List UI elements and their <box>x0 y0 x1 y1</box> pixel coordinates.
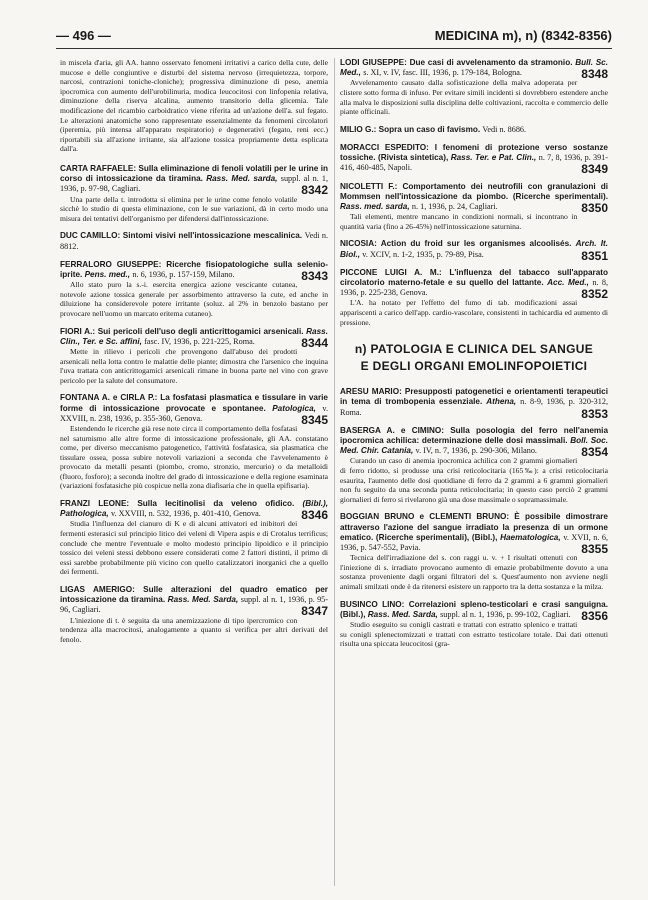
entry-heading <box>340 425 608 460</box>
entry-title: NICOLETTI F.: Comportamento dei neutrofili con granulazioni di Mommsen nell'intossicazione da piombo. (Ricerche sperimentali). <box>340 181 608 201</box>
entry-number: 8352 <box>581 287 608 302</box>
entry-reference: v. XXVIII, n. 238, 1936, p. 355-360, Genova. <box>60 403 328 423</box>
entry-reference: fasc. IV, 1936, p. 221-225, Roma. <box>144 336 255 346</box>
entry-abstract: Allo stato puro la s.-i. esercita energica azione vescicante cutanea, notevole azione tossica generale per assorbimento attraverso la cute, ed anche in diluizione ha considerevole potere irritante (soluz. al 2% in benzolo bastano per provocare nell'uomo un marcato eritema cutaneo). <box>60 280 328 318</box>
page-number: — 496 — <box>56 28 111 43</box>
entry-reference: s. XI, v. IV, fasc. III, 1936, p. 179-184, Bologna. <box>363 68 522 78</box>
entry-abstract: L'iniezione di t. è seguita da una anemizzazione di tipo ipercromico con tendenza alla macrocitosi, analogamente a quanto si verifica per altri derivati del fenolo. <box>60 615 328 644</box>
entry-abstract: Curando un caso di anemia ipocromica achilica con 2 grammi giornalieri di ferro ridotto, si produsse una crisi reticolocitaria (165‰): a crisi reticolocitaria esaurita, l'aumento delle dosi quotidiane di ferro da 2 grammi a 6 grammi giornalieri non fu seguito da una seconda punta reticolocitaria; in questo caso perciò 2 grammi giornalieri di ferro si rivelarono già una dose massimale o sopramassimale. <box>340 456 608 504</box>
entry-source: Acc. Med., <box>547 278 589 287</box>
entry-number: 8343 <box>301 268 328 283</box>
page-header <box>56 26 612 49</box>
entry-title: CARTA RAFFAELE: Sulla eliminazione di fenoli volatili per le urine in corso di intossicazione da tiramina. <box>60 163 328 184</box>
entry-number: 8348 <box>581 67 608 82</box>
continuation-text: in miscela d'aria, gli AA. hanno osservato fenomeni irritativi a carico della cute, delle mucose e delle congiuntive e disturbi del sistema nervoso (irrequietezza, torpore, narcosi, contrazioni toniche-cloniche); progressiva diminuzione di peso, anemia ipocromica con aumento dell'urobilinuria, modica leucocitosi con linfopenia relativa, diminuzione della riserva alcalina, aumento transitorio della glicemia. Tale modificazione del ricambio carboidratico viene riferita ad un'azione dell'a. sul fegato. Le alterazioni anatomiche sono rappresentate essenzialmente da fenomeni circolatori (iperemia, più intensa all'apparato respiratorio) e degenerativi (fegato, reni ecc.) riportabili sia all'azione irritante, sia all'azione tossica propriamente detta esplicata dall'a. <box>60 58 328 154</box>
bibliography-entry <box>60 327 328 386</box>
entry-title: FERRALORO GIUSEPPE: Ricerche fisiopatologiche sulla selenio-iprite. <box>60 259 328 279</box>
entry-reference: v. IV, n. 7, 1936, p. 290-306, Milano. <box>415 446 537 456</box>
entry-title: NICOSIA: Action du froid sur les organismes alcoolisés. <box>340 239 572 249</box>
entry-reference: n. 8-9, 1936, p. 320-312, Roma. <box>340 397 608 417</box>
entry-source: Rass. Ter. e Pat. Clin., <box>450 153 537 163</box>
entry-reference: n. 6, 1936, p. 157-159, Milano. <box>132 269 235 279</box>
entry-title: FIORI A.: Sui pericoli dell'uso degli anticrittogamici arsenicali. <box>60 326 304 336</box>
bibliography-entry <box>60 164 328 223</box>
right-entries-bottom <box>340 387 608 649</box>
bibliography-entry <box>340 600 608 649</box>
entry-heading <box>60 585 328 619</box>
entry-heading <box>340 182 608 213</box>
entry-source: Patologica, <box>272 403 316 413</box>
entry-number: 8344 <box>301 335 328 350</box>
entry-heading <box>60 259 328 283</box>
entry-title: PICCONE LUIGI A. M.: L'influenza del tabacco sull'apparato circolatorio materno-fetale e su quello del lattante. <box>340 267 608 287</box>
entry-source: Rass. Med. Sarda, <box>367 609 438 619</box>
entry-reference: n. 8, 1936, p. 225-238, Genova. <box>340 278 608 298</box>
entry-title: FONTANA A. e CIRLA P.: La fosfatasi plasmatica e tissulare in varie forme di intossicazione provocate e spontanee. <box>60 393 328 413</box>
entry-title: BUSINCO LINO: Correlazioni spleno-testicolari e crasi sanguigna. (Bibl.), <box>340 599 608 619</box>
left-column <box>60 58 328 898</box>
entry-reference: n. 1, 1936, p. 24, Cagliari. <box>411 202 498 211</box>
right-column <box>340 58 608 898</box>
entry-reference: suppl. al n. 1, 1936, p. 99-102, Cagliari. <box>440 609 571 619</box>
right-entries-top <box>340 58 608 327</box>
left-entries <box>60 164 328 644</box>
entry-heading <box>340 125 608 135</box>
entry-abstract: Una parte della t. introdotta si elimina per le urine come fenolo volatile sicchè lo studio di questa eliminazione, con le sue variazioni, dà in certo modo una misura dei tentativi dell'organismo per difendersi dall'intossicazione. <box>60 194 328 223</box>
entry-heading <box>60 393 328 427</box>
entry-heading <box>340 58 608 82</box>
column-divider <box>334 58 335 886</box>
bibliography-entry <box>340 387 608 421</box>
entry-source: (Bibl.), Pathologica, <box>60 499 328 519</box>
entry-heading <box>60 326 328 350</box>
entry-heading <box>340 267 608 302</box>
entry-title: ARESU MARIO: Presupposti patogenetici e orientamenti terapeutici in tema di trombopenia essenziale. <box>340 387 608 407</box>
entry-reference: suppl. al n. 1, 1936, p. 95-96, Cagliari. <box>60 595 328 615</box>
entry-number: 8354 <box>581 445 608 460</box>
entry-reference: Vedi n. 8812. <box>60 231 328 251</box>
entry-source: Boll. Soc. Med. Chir. Catania, <box>340 436 608 456</box>
entry-title: MILIO G.: Sopra un caso di favismo. <box>340 124 481 134</box>
bibliography-entry <box>340 182 608 232</box>
section-title-line1: n) PATOLOGIA E CLINICA DEL SANGUE <box>354 342 594 357</box>
entry-title: FRANZI LEONE: Sulla lecitinolisi da veleno ofidico. <box>60 499 295 509</box>
entry-heading <box>340 599 608 623</box>
entry-source: Rass. med. sarda, <box>340 202 410 211</box>
bibliography-entry <box>340 268 608 327</box>
entry-heading <box>340 512 608 556</box>
entry-abstract: Estendendo le ricerche già rese note circa il comportamento della fosfatasi nel saturnismo alle altre forme di intossicazione professionale, gli AA. constatano come, per diverso meccanismo patogenetico, l'attività fosfatasica, sia plasmatica che tissulare ossea, possa subire notevoli variazioni a seconda che l'avvelenamento è provocato da metalli pesanti (piombo, cromo, stronzio, mercurio) o da metalloidi (fluoro, fosforo); a seconda inoltre del grado di intossicazione e della regione esaminata (variazioni fosfatasiche più cospicue nella zona diafisaria che in quella epifisaria). <box>60 423 328 491</box>
entry-heading <box>60 231 328 251</box>
entry-number: 8346 <box>301 508 328 523</box>
entry-abstract: Avvelenamento causato dalla sofisticazione della malva adoperata per clistere sotto forma di infuso. Per evitare simili incidenti si dovrebbero estendere anche alla malva le disposizioni sulla disciplina delle coltivazioni, raccolta e commercio delle piante officinali. <box>340 78 608 117</box>
section-title-line2: E DEGLI ORGANI EMOLINFOPOIETICI <box>360 359 588 374</box>
entry-heading <box>60 163 328 198</box>
bibliography-entry <box>60 393 328 491</box>
entry-source: Haematologica, <box>500 532 561 542</box>
entry-abstract: Mette in rilievo i pericoli che provengono dall'abuso dei prodotti arsenicali nella lotta contro le malattie delle piante; dimostra che l'arsenico che inquina l'uva trattata con anticrittogamici arsenicali rimane in buona parte nel vino con grave pericolo per la salute del consumatore. <box>60 346 328 385</box>
entry-reference: Vedi n. 8686. <box>482 124 527 134</box>
entry-title: LODI GIUSEPPE: Due casi di avvelenamento da stramonio. <box>340 58 573 67</box>
entry-abstract: Studia l'influenza del cianuro di K e di alcuni attivatori ed inibitori dei fermenti esterasici sul principio litico dei veleni di Vipera aspis e di Crotalus terrificus; conclude che mentre l'eventuale e molto modesto principio lipoidico e il principio tossico dei veleni stessi debbono essere considerati come 2 fattori distinti, il primo di essi sarebbe probabilmente più vicino con quello catalizzatori inorganici che a quello dei fermenti. <box>60 519 328 577</box>
entry-title: MORACCI ESPEDITO: I fenomeni di protezione verso sostanze tossiche. (Rivista sintetica), <box>340 142 608 163</box>
bibliography-entry <box>340 58 608 117</box>
running-title: MEDICINA m), n) (8342-8356) <box>434 28 612 43</box>
bibliography-entry <box>60 231 328 251</box>
entry-reference: v. XVII, n. 6, 1936, p. 547-552, Pavia. <box>340 532 608 552</box>
entry-source: Bull. Sc. Med., <box>340 58 608 78</box>
entry-heading <box>340 387 608 421</box>
section-heading <box>340 341 608 375</box>
entry-heading <box>340 239 608 263</box>
bibliography-entry <box>340 125 608 135</box>
entry-number: 8351 <box>581 248 608 263</box>
entry-number: 8350 <box>581 201 608 215</box>
entry-number: 8356 <box>581 608 608 623</box>
entry-number: 8345 <box>301 412 328 427</box>
bibliography-entry <box>60 260 328 319</box>
bibliography-entry <box>340 142 608 177</box>
bibliography-entry <box>60 499 328 577</box>
entry-reference: v. XXVIII, n. 532, 1936, p. 401-410, Genova. <box>110 509 261 519</box>
entry-heading <box>340 142 608 177</box>
entry-source: Athena, <box>486 397 517 407</box>
entry-number: 8349 <box>581 162 608 177</box>
entry-source: Pens. med., <box>84 269 131 279</box>
entry-reference: n. 7, 8, 1936, p. 391-416, 460-485, Napoli. <box>340 153 608 173</box>
entry-title: LIGAS AMERIGO: Sulle alterazioni del quadro ematico per intossicazione da tiramina. <box>60 585 328 605</box>
entry-number: 8353 <box>581 406 608 421</box>
entry-abstract: Tali elementi, mentre mancano in condizioni normali, si incontrano in quantità varia (fino a 26-45%) nell'intossicazione saturnina. <box>340 212 578 231</box>
entry-number: 8355 <box>581 541 608 556</box>
entry-abstract: Studio eseguito su conigli castrati e trattati con estratto splenico e trattati su conigli splenectomizzati e trattati con estratto testicolare totale. Dai dati ottenuti risulta una spiccata leucocitosi (gra- <box>340 619 608 649</box>
entry-abstract: Tecnica dell'irradiazione del s. con raggi u. v. + I risultati ottenuti con l'iniezione di s. irradiato provocano aumento di emazie probabilmente dovuto a una sostanza proveniente dagli organi filtratori del s. Quest'aumento non avviene negli animali smilzati onde è da ritenersi esistere un rapporto tra la detta sostanza e la milza. <box>340 553 608 591</box>
entry-title: BASERGA A. e CIMINO: Sulla posologia del ferro nell'anemia ipocromica achilica: determinazione delle dosi massimali. <box>340 425 608 445</box>
entry-number: 8347 <box>301 604 328 619</box>
entry-source: Arch. It. Biol., <box>340 239 608 259</box>
entry-title: DUC CAMILLO: Sintomi visivi nell'intossicazione mescalinica. <box>60 231 303 241</box>
entry-source: Rass. Clin., Ter. e Sc. affini, <box>60 326 328 346</box>
entry-source: Rass. Med. sarda, <box>206 174 278 184</box>
bibliography-entry <box>340 239 608 263</box>
bibliography-entry <box>340 426 608 505</box>
entry-abstract: L'A. ha notato per l'effetto del fumo di tab. modificazioni assai appariscenti a carico dell'app. cardio-vascolare, consistenti in tachicardia ed aumento di pressione. <box>340 298 608 327</box>
entry-source: Rass. Med. Sarda, <box>167 595 239 605</box>
bibliography-entry <box>340 512 608 591</box>
entry-title: BOGGIAN BRUNO e CLEMENTI BRUNO: È possibile dimostrare attraverso l'azione del sangue irradiato la presenza di un ormone ematico. (Ricerche sperimentali), (Bibl.), <box>340 512 608 542</box>
entry-heading <box>60 499 328 523</box>
bibliography-entry <box>60 585 328 644</box>
entry-reference: v. XCIV, n. 1-2, 1935, p. 79-89, Pisa. <box>362 249 484 259</box>
entry-number: 8342 <box>301 183 328 198</box>
entry-reference: suppl. al n. 1, 1936, p. 97-98, Cagliari. <box>60 174 328 194</box>
